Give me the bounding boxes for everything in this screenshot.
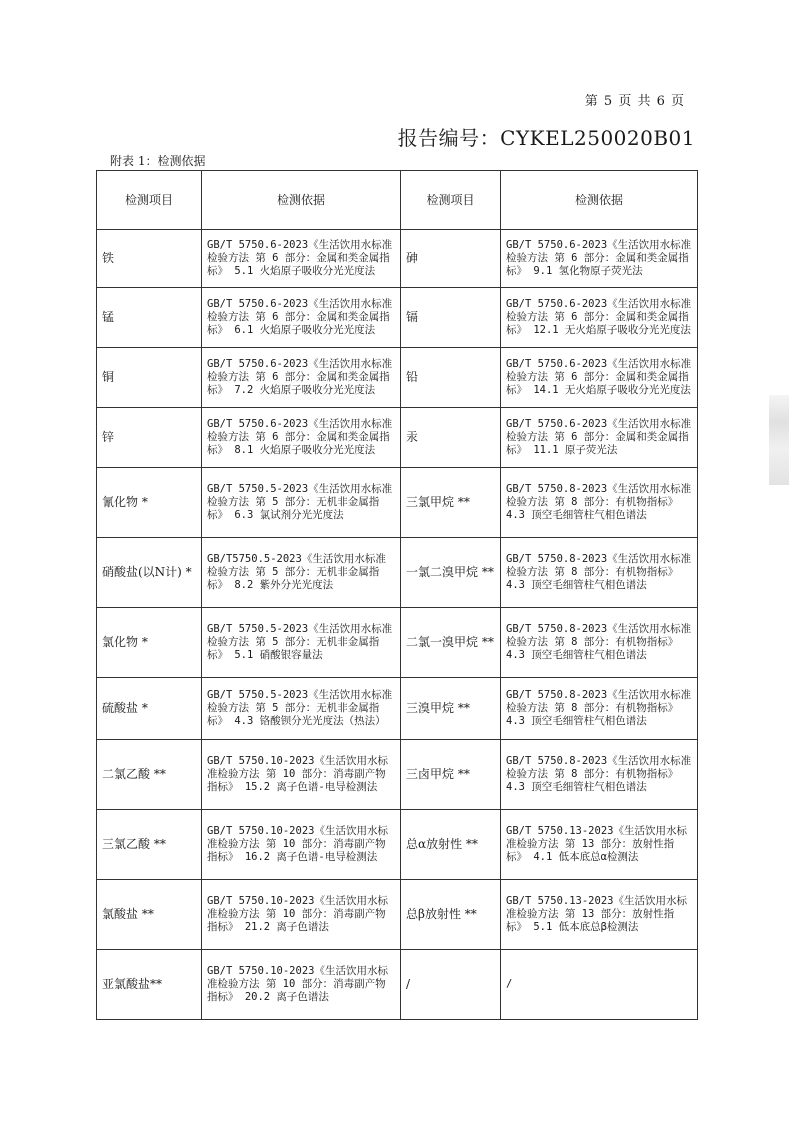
header-method-2: 检测依据: [501, 171, 698, 230]
table-header-row: [97, 171, 698, 230]
testing-basis-table: [96, 170, 698, 1020]
annex-title: 附表 1：检测依据: [110, 154, 206, 168]
item-cell: 镉: [401, 288, 501, 348]
item-cell: 总β放射性 **: [401, 880, 501, 950]
method-cell: GB/T 5750.6-2023《生活饮用水标准检验方法 第 6 部分：金属和类金属指标》 6.1 火焰原子吸收分光光度法: [202, 288, 401, 348]
table-row: [97, 468, 698, 538]
method-cell: GB/T 5750.10-2023《生活饮用水标准检验方法 第 10 部分：消毒副产物指标》 15.2 离子色谱-电导检测法: [202, 740, 401, 810]
method-cell: GB/T 5750.6-2023《生活饮用水标准检验方法 第 6 部分：金属和类金属指标》 5.1 火焰原子吸收分光光度法: [202, 230, 401, 288]
header-item-2: 检测项目: [401, 171, 501, 230]
method-cell: GB/T 5750.8-2023《生活饮用水标准检验方法 第 8 部分：有机物指标》 4.3 顶空毛细管柱气相色谱法: [501, 608, 698, 678]
item-cell: 三溴甲烷 **: [401, 678, 501, 740]
method-cell: /: [501, 950, 698, 1020]
method-cell: GB/T 5750.5-2023《生活饮用水标准检验方法 第 5 部分：无机非金属指标》 6.3 氯试剂分光光度法: [202, 468, 401, 538]
item-cell: 锌: [97, 408, 202, 468]
method-cell: GB/T 5750.6-2023《生活饮用水标准检验方法 第 6 部分：金属和类金属指标》 8.1 火焰原子吸收分光光度法: [202, 408, 401, 468]
item-cell: 砷: [401, 230, 501, 288]
method-cell: GB/T 5750.10-2023《生活饮用水标准检验方法 第 10 部分：消毒副产物指标》 20.2 离子色谱法: [202, 950, 401, 1020]
item-cell: 一氯二溴甲烷 **: [401, 538, 501, 608]
method-cell: GB/T 5750.8-2023《生活饮用水标准检验方法 第 8 部分：有机物指标》 4.3 顶空毛细管柱气相色谱法: [501, 740, 698, 810]
table-row: [97, 408, 698, 468]
item-cell: 三卤甲烷 **: [401, 740, 501, 810]
item-cell: 三氯甲烷 **: [401, 468, 501, 538]
item-cell: 二氯乙酸 **: [97, 740, 202, 810]
table-row: [97, 950, 698, 1020]
method-cell: GB/T 5750.8-2023《生活饮用水标准检验方法 第 8 部分：有机物指标》 4.3 顶空毛细管柱气相色谱法: [501, 678, 698, 740]
method-cell: GB/T 5750.10-2023《生活饮用水标准检验方法 第 10 部分：消毒副产物指标》 16.2 离子色谱-电导检测法: [202, 810, 401, 880]
scan-edge-mark: [769, 395, 789, 485]
item-cell: 二氯一溴甲烷 **: [401, 608, 501, 678]
header-item-1: 检测项目: [97, 171, 202, 230]
method-cell: GB/T 5750.13-2023《生活饮用水标准检验方法 第 13 部分：放射性指标》 4.1 低本底总α检测法: [501, 810, 698, 880]
item-cell: /: [401, 950, 501, 1020]
method-cell: GB/T 5750.6-2023《生活饮用水标准检验方法 第 6 部分：金属和类金属指标》 11.1 原子荧光法: [501, 408, 698, 468]
method-cell: GB/T 5750.10-2023《生活饮用水标准检验方法 第 10 部分：消毒副产物指标》 21.2 离子色谱法: [202, 880, 401, 950]
item-cell: 亚氯酸盐**: [97, 950, 202, 1020]
item-cell: 铅: [401, 348, 501, 408]
item-cell: 氯化物 *: [97, 608, 202, 678]
header-method-1: 检测依据: [202, 171, 401, 230]
method-cell: GB/T 5750.8-2023《生活饮用水标准检验方法 第 8 部分：有机物指标》 4.3 顶空毛细管柱气相色谱法: [501, 468, 698, 538]
report-number: 报告编号：CYKEL250020B01: [397, 126, 695, 150]
table-row: [97, 880, 698, 950]
item-cell: 汞: [401, 408, 501, 468]
method-cell: GB/T 5750.5-2023《生活饮用水标准检验方法 第 5 部分：无机非金属指标》 4.3 铬酸钡分光光度法（热法）: [202, 678, 401, 740]
table-row: [97, 678, 698, 740]
item-cell: 氰化物 *: [97, 468, 202, 538]
item-cell: 硫酸盐 *: [97, 678, 202, 740]
method-cell: GB/T 5750.13-2023《生活饮用水标准检验方法 第 13 部分：放射性指标》 5.1 低本底总β检测法: [501, 880, 698, 950]
page-number: 第 5 页 共 6 页: [584, 94, 685, 109]
table-row: [97, 810, 698, 880]
item-cell: 锰: [97, 288, 202, 348]
item-cell: 铜: [97, 348, 202, 408]
table-row: [97, 348, 698, 408]
table-row: [97, 230, 698, 288]
method-cell: GB/T 5750.6-2023《生活饮用水标准检验方法 第 6 部分：金属和类金属指标》 7.2 火焰原子吸收分光光度法: [202, 348, 401, 408]
table-row: [97, 740, 698, 810]
item-cell: 总α放射性 **: [401, 810, 501, 880]
method-cell: GB/T 5750.8-2023《生活饮用水标准检验方法 第 8 部分：有机物指标》 4.3 顶空毛细管柱气相色谱法: [501, 538, 698, 608]
item-cell: 三氯乙酸 **: [97, 810, 202, 880]
table-row: [97, 608, 698, 678]
item-cell: 硝酸盐(以N计) *: [97, 538, 202, 608]
method-cell: GB/T 5750.6-2023《生活饮用水标准检验方法 第 6 部分：金属和类金属指标》 9.1 氢化物原子荧光法: [501, 230, 698, 288]
item-cell: 氯酸盐 **: [97, 880, 202, 950]
method-cell: GB/T 5750.6-2023《生活饮用水标准检验方法 第 6 部分：金属和类金属指标》 12.1 无火焰原子吸收分光光度法: [501, 288, 698, 348]
method-cell: GB/T 5750.5-2023《生活饮用水标准检验方法 第 5 部分：无机非金属指标》 5.1 硝酸银容量法: [202, 608, 401, 678]
method-cell: GB/T 5750.6-2023《生活饮用水标准检验方法 第 6 部分：金属和类金属指标》 14.1 无火焰原子吸收分光光度法: [501, 348, 698, 408]
table-row: [97, 538, 698, 608]
item-cell: 铁: [97, 230, 202, 288]
table-row: [97, 288, 698, 348]
method-cell: GB/T5750.5-2023《生活饮用水标准检验方法 第 5 部分：无机非金属指标》 8.2 紫外分光光度法: [202, 538, 401, 608]
